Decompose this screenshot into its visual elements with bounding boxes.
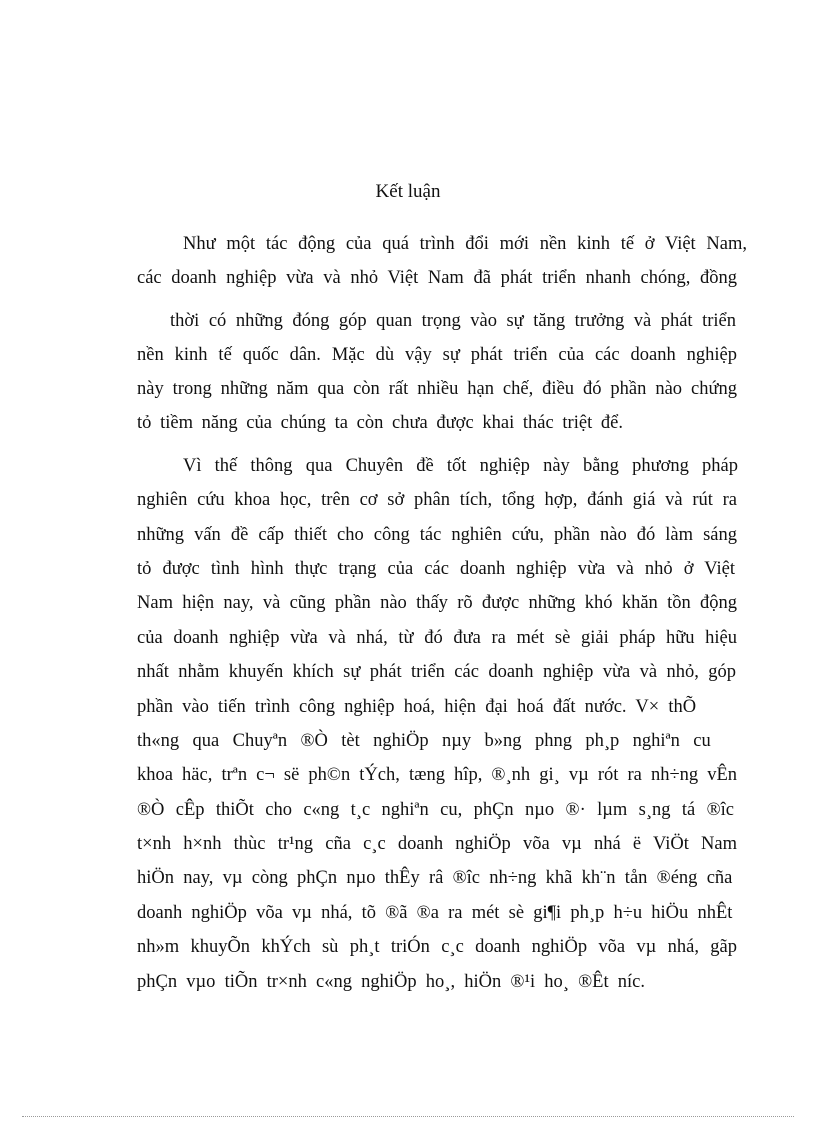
text-line: nền kinh tế quốc dân. Mặc dù vậy sự phát triển của các doanh nghiệp xyxy=(137,345,737,365)
text-line: tỏ được tình hình thực trạng của các doanh nghiệp vừa và nhỏ ở Việt xyxy=(137,559,735,579)
text-line: ®Ò cÊp thiÕt cho c«ng t¸c nghiªn cu, phÇn nµo ®· lµm s¸ng tá ®îc xyxy=(137,800,734,820)
text-line: khoa häc, trªn c¬ së ph©n tÝch, tæng hîp, ®¸nh gi¸ vµ rót ra nh÷ng vÊn xyxy=(137,765,737,785)
text-line: Vì thế thông qua Chuyên đề tốt nghiệp này bằng phương pháp xyxy=(183,456,738,476)
text-line: t×nh h×nh thùc tr¹ng cña c¸c doanh nghiÖp võa vµ nhá ë ViÖt Nam xyxy=(137,834,737,854)
text-line: nh»m khuyÕn khÝch sù ph¸t triÓn c¸c doanh nghiÖp võa vµ nhá, gãp xyxy=(137,937,737,957)
text-line: Nam hiện nay, và cũng phần nào thấy rõ được những khó khăn tồn động xyxy=(137,593,737,613)
text-line: th«ng qua Chuyªn ®Ò tèt nghiÖp nµy b»ng phng ph¸p nghiªn cu xyxy=(137,731,711,751)
text-line: những vấn đề cấp thiết cho công tác nghiên cứu, phần nào đó làm sáng xyxy=(137,525,737,545)
text-line: Như một tác động của quá trình đổi mới nền kinh tế ở Việt Nam, xyxy=(183,234,747,254)
text-line: phÇn vµo tiÕn tr×nh c«ng nghiÖp ho¸, hiÖn ®¹i ho¸ ®Êt níc. xyxy=(137,972,645,992)
text-line: nghiên cứu khoa học, trên cơ sở phân tích, tổng hợp, đánh giá và rút ra xyxy=(137,490,737,510)
document-title: Kết luận xyxy=(375,181,441,202)
text-line: hiÖn nay, vµ còng phÇn nµo thÊy râ ®îc nh÷ng khã kh¨n tån ®éng cña xyxy=(137,868,733,888)
text-line: tỏ tiềm năng của chúng ta còn chưa được khai thác triệt để. xyxy=(137,413,623,433)
text-line: này trong những năm qua còn rất nhiều hạn chế, điều đó phần nào chứng xyxy=(137,379,737,399)
text-line: thời có những đóng góp quan trọng vào sự tăng trưởng và phát triển xyxy=(170,311,736,331)
text-line: phần vào tiến trình công nghiệp hoá, hiện đại hoá đất nước. V× thÕ xyxy=(137,697,697,717)
page-bottom-divider xyxy=(22,1116,794,1117)
text-line: nhất nhằm khuyến khích sự phát triển các doanh nghiệp vừa và nhỏ, góp xyxy=(137,662,736,682)
text-line: doanh nghiÖp võa vµ nhá, tõ ®ã ®a ra mét sè gi¶i ph¸p h÷u hiÖu nhÊt xyxy=(137,903,733,923)
text-line: các doanh nghiệp vừa và nhỏ Việt Nam đã phát triển nhanh chóng, đồng xyxy=(137,268,737,288)
text-line: của doanh nghiệp vừa và nhá, từ đó đưa ra mét sè giải pháp hữu hiệu xyxy=(137,628,737,648)
